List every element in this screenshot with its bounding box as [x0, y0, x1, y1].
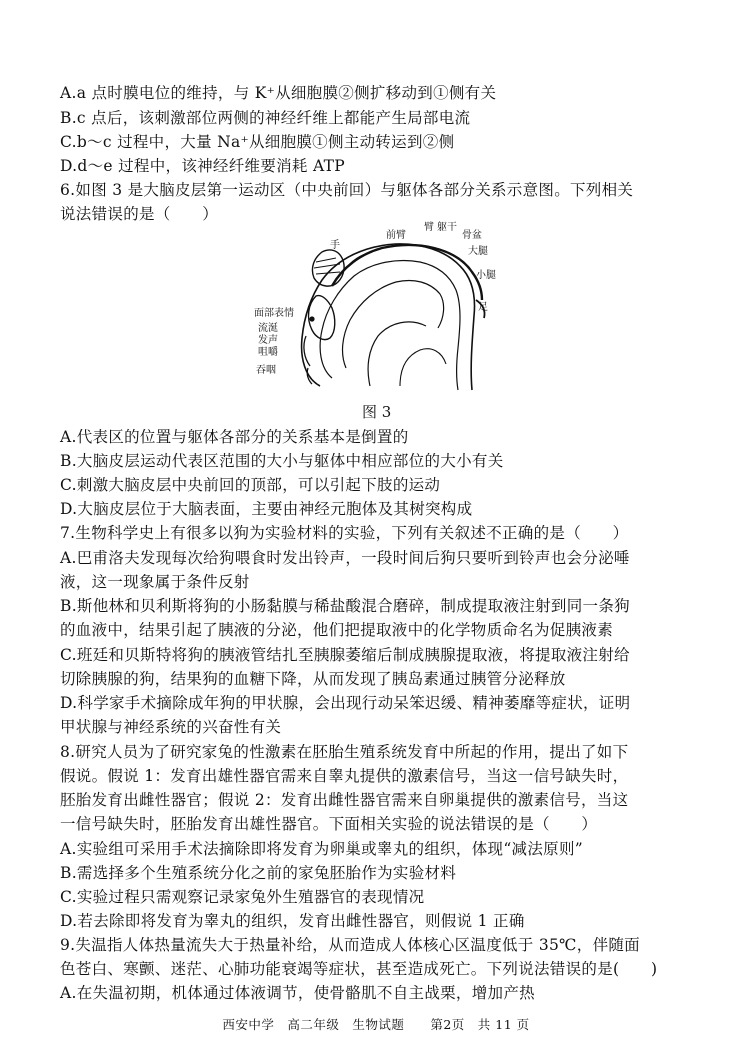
label-chew: 咀嚼 [258, 347, 278, 358]
q9-stem-line-2: 色苍白、寒颤、迷茫、心肺功能衰竭等症状，甚至造成死亡。下列说法错误的是( ) [60, 960, 658, 978]
q7-option-b-line-2: 的血液中，结果引起了胰液的分泌，他们把提取液中的化学物质命名为促胰液素 [60, 621, 614, 639]
q8-option-d: D.若去除即将发育为睾丸的组织，发育出雌性器官，则假说 1 正确 [60, 912, 525, 930]
q6-option-c: C.刺激大脑皮层中央前回的顶部，可以引起下肢的运动 [60, 476, 441, 494]
q9-stem-line-1: 9.失温指人体热量流失大于热量补给，从而造成人体核心区温度低于 35℃，伴随面 [60, 936, 640, 954]
label-calf: 小腿 [476, 270, 496, 281]
white-matter-line [343, 281, 444, 369]
homunculus-eye [309, 316, 314, 321]
q5-option-d: D.d～e 过程中，该神经纤维要消耗 ATP [60, 157, 345, 175]
q6-stem-line-1: 6.如图 3 是大脑皮层第一运动区（中央前回）与躯体各部分关系示意图。下列相关 [60, 181, 634, 199]
q8-stem-line-4: 一信号缺失时，胚胎发育出雄性器官。下面相关实验的说法错误的是（ ） [60, 815, 598, 833]
q8-stem-line-3: 胚胎发育出雌性器官；假说 2：发育出雌性器官需来自卵巢提供的激素信号，当这 [60, 791, 629, 809]
q8-option-b: B.需选择多个生殖系统分化之前的家兔胚胎作为实验材料 [60, 864, 457, 882]
q7-option-c-line-2: 切除胰腺的狗，结果狗的血糖下降，从而发现了胰岛素通过胰管分泌释放 [60, 670, 566, 688]
q7-option-d-line-2: 甲状腺与神经系统的兴奋性有关 [60, 718, 282, 736]
label-foot: 足 [478, 302, 488, 313]
label-trunk: 躯干 [437, 222, 457, 233]
label-drool: 流涎 [258, 323, 278, 334]
q8-option-c: C.实验过程只需观察记录家兔外生殖器官的表现情况 [60, 888, 425, 906]
q8-option-a: A.实验组可采用手术法摘除即将发育为卵巢或睾丸的组织，体现“减法原则” [60, 840, 583, 858]
homunculus-jaw [304, 336, 310, 366]
label-arm: 臂 [424, 222, 434, 233]
page-footer: 西安中学 高二年级 生物试题 第2页 共 11 页 [222, 1017, 530, 1032]
q8-stem-line-2: 假说。假说 1：发育出雄性器官需来自睾丸提供的激素信号，当这一信号缺失时， [60, 767, 629, 785]
q7-option-a-line-2: 液，这一现象属于条件反射 [60, 573, 250, 591]
q7-option-d-line-1: D.科学家手术摘除成年狗的甲状腺，会出现行动呆笨迟缓、精神萎靡等症状，证明 [60, 694, 631, 712]
label-pelvis: 骨盆 [462, 230, 482, 241]
label-forearm: 前臂 [386, 230, 406, 241]
q7-option-a-line-1: A.巴甫洛夫发现每次给狗喂食时发出铃声，一段时间后狗只要听到铃声也会分泌唾 [60, 549, 630, 567]
inner-fold-line [368, 322, 426, 386]
motor-cortex-figure [250, 218, 500, 408]
q6-option-b: B.大脑皮层运动代表区范围的大小与躯体中相应部位的大小有关 [60, 452, 504, 470]
label-hand: 手 [330, 240, 340, 251]
q5-option-c: C.b～c 过程中，大量 Na⁺从细胞膜①侧主动转运到②侧 [60, 133, 455, 151]
q7-option-c-line-1: C.班廷和贝斯特将狗的胰液管结扎至胰腺萎缩后制成胰腺提取液，将提取液注射给 [60, 646, 630, 664]
deep-fold-line [400, 349, 446, 386]
q5-option-b: B.c 点后，该刺激部位两侧的神经纤维上都能产生局部电流 [60, 109, 471, 127]
homunculus-hand [312, 250, 344, 286]
label-thigh: 大腿 [468, 246, 488, 257]
q5-option-a: A.a 点时膜电位的维持，与 K⁺从细胞膜②侧扩移动到①侧有关 [60, 84, 497, 102]
label-face: 面部表情 [254, 308, 294, 319]
label-vocal: 发声 [258, 335, 278, 346]
q9-option-a: A.在失温初期，机体通过体液调节，使骨骼肌不自主战栗，增加产热 [60, 984, 535, 1002]
q7-option-b-line-1: B.斯他林和贝利斯将狗的小肠黏膜与稀盐酸混合磨碎，制成提取液注射到同一条狗 [60, 597, 630, 615]
q6-option-d: D.大脑皮层位于大脑表面，主要由神经元胞体及其树突构成 [60, 500, 473, 518]
q8-stem-line-1: 8.研究人员为了研究家兔的性激素在胚胎生殖系统发育中所起的作用，提出了如下 [60, 743, 629, 761]
q6-stem-line-2: 说法错误的是（ ） [60, 205, 219, 223]
q7-stem: 7.生物科学史上有很多以狗为实验材料的实验，下列有关叙述不正确的是（ ） [60, 524, 629, 542]
q6-option-a: A.代表区的位置与躯体各部分的关系基本是倒置的 [60, 428, 409, 446]
figure-caption: 图 3 [362, 403, 392, 421]
label-swallow: 吞咽 [256, 365, 276, 376]
